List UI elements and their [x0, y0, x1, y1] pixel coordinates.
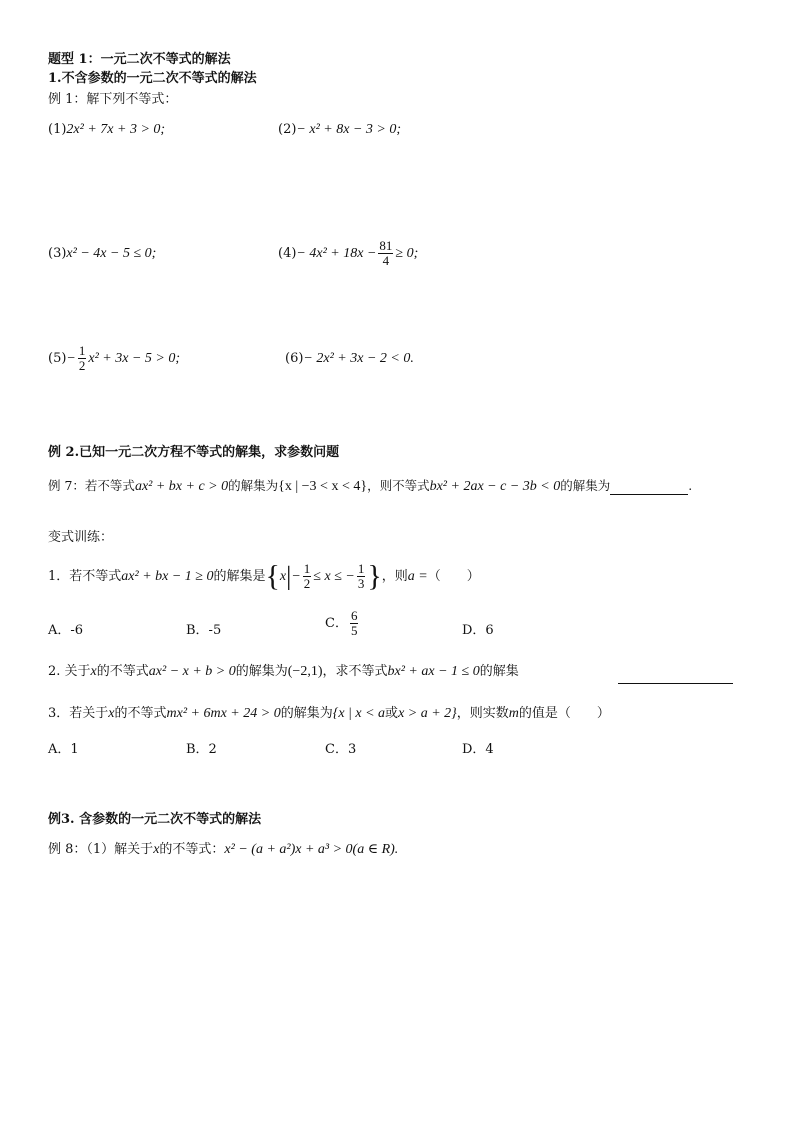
example-1-intro: 例 1：解下列不等式： — [48, 92, 178, 107]
fraction-numerator: 1 — [303, 561, 311, 576]
option-c-label: C． — [325, 616, 348, 631]
problem-4-expression-end: ≥ 0; — [395, 246, 419, 261]
question-1-text-2: ，则 — [381, 569, 408, 584]
heading-example-3: 例3. 含参数的一元二次不等式的解法 — [48, 812, 262, 827]
fraction-1-over-2 — [78, 344, 87, 373]
problem-2-label: (2) — [278, 122, 297, 137]
example-8-expression: x² − (a + a²)x + a³ > 0(a ∈ R). — [224, 842, 399, 857]
question-2-inequality-2: bx² + ax − 1 ≤ 0 — [387, 664, 480, 679]
question-2-text: 的不等式 — [96, 664, 149, 679]
answer-blank[interactable] — [610, 494, 688, 495]
heading-no-parameter: 1.不含参数的一元二次不等式的解法 — [48, 71, 257, 86]
problem-4 — [278, 237, 418, 271]
question-3-inequality: mx² + 6mx + 24 > 0 — [166, 706, 281, 721]
variant-training-title: 变式训练： — [48, 530, 114, 545]
fraction-denominator: 2 — [303, 576, 311, 591]
question-3-option-d[interactable]: D．4 — [462, 742, 494, 757]
question-1-prefix: 1．若不等式 — [48, 569, 122, 584]
minus-sign: − — [291, 569, 301, 584]
problem-1-label: (1) — [48, 122, 67, 137]
fraction-1-over-2 — [303, 562, 312, 591]
right-brace: } — [367, 559, 382, 593]
problem-1 — [48, 122, 165, 138]
question-3-variable: x — [108, 706, 115, 721]
example-8 — [48, 842, 398, 858]
question-1-inequality: ax² + bx − 1 ≥ 0 — [121, 569, 214, 584]
question-2-solution-set: (−2,1) — [287, 664, 323, 679]
question-3-text-3: ，则实数 — [456, 706, 509, 721]
question-2-answer-blank[interactable] — [618, 683, 733, 684]
question-2-text-2: 的解集为 — [235, 664, 288, 679]
example-8-prefix: 例 8：（1）解关于 — [48, 842, 154, 857]
fraction-numerator: 81 — [379, 238, 393, 253]
question-3-option-a[interactable]: A．1 — [48, 742, 79, 757]
question-3-prefix: 3．若关于 — [48, 706, 109, 721]
question-2-inequality: ax² − x + b > 0 — [148, 664, 236, 679]
option-c[interactable] — [325, 607, 360, 641]
example-7 — [48, 478, 692, 495]
question-2-prefix: 2. 关于 — [48, 664, 91, 679]
fraction-6-over-5 — [350, 609, 359, 638]
question-3-set-part-1: {x | x < a — [332, 706, 386, 721]
example-7-prefix: 例 7：若不等式 — [48, 478, 135, 493]
problem-4-label: (4) — [278, 246, 297, 261]
question-3-text-4: 的值是（ ） — [518, 706, 610, 721]
question-3-text: 的不等式 — [114, 706, 167, 721]
question-3-parameter: m — [508, 706, 519, 721]
problem-2-expression: − x² + 8x − 3 > 0; — [296, 122, 401, 137]
problem-6-expression: − 2x² + 3x − 2 < 0. — [303, 351, 414, 366]
question-3-option-b[interactable]: B．2 — [186, 742, 217, 757]
fraction-1-over-3 — [357, 562, 366, 591]
problem-6-label: (6) — [285, 351, 304, 366]
question-3-set-part-2: x > a + 2} — [398, 706, 457, 721]
problem-5-expression: x² + 3x − 5 > 0; — [88, 351, 181, 366]
example-7-text: 的解集为 — [228, 478, 279, 493]
problem-3-expression: x² − 4x − 5 ≤ 0; — [66, 246, 157, 261]
problem-5-label: (5) — [48, 351, 67, 366]
question-2 — [48, 664, 519, 680]
set-variable: x — [279, 569, 287, 584]
fraction-numerator: 1 — [78, 343, 86, 358]
heading-type-1: 题型 1：一元二次不等式的解法 — [48, 52, 231, 67]
question-3-option-c[interactable]: C．3 — [325, 742, 357, 757]
fraction-denominator: 3 — [357, 576, 365, 591]
problem-1-expression: 2x² + 7x + 3 > 0; — [66, 122, 166, 137]
example-7-text-2: ，则不等式 — [367, 478, 430, 493]
question-1-text: 的解集是 — [213, 569, 266, 584]
fraction-81-over-4 — [378, 239, 393, 268]
example-7-inequality-2: bx² + 2ax − c − 3b < 0 — [429, 479, 561, 494]
problem-6 — [285, 351, 414, 367]
problem-3 — [48, 246, 156, 262]
fraction-denominator: 4 — [382, 253, 390, 268]
problem-5-minus: − — [66, 351, 76, 366]
option-b[interactable]: B．-5 — [186, 623, 222, 638]
question-3-text-2: 的解集为 — [280, 706, 333, 721]
answer-parentheses: （ ） — [427, 569, 480, 584]
example-7-inequality: ax² + bx + c > 0 — [134, 479, 229, 494]
fraction-numerator: 6 — [350, 608, 358, 623]
question-1 — [48, 560, 480, 594]
example-8-text: 的不等式： — [159, 842, 225, 857]
problem-3-label: (3) — [48, 246, 67, 261]
example-8-variable: x — [153, 842, 160, 857]
fraction-numerator: 1 — [357, 561, 365, 576]
question-1-variable: a = — [407, 569, 428, 584]
question-2-text-3: ，求不等式 — [322, 664, 388, 679]
problem-4-expression-start: − 4x² + 18x − — [296, 246, 377, 261]
example-7-text-3: 的解集为 — [560, 478, 611, 493]
left-brace: { — [265, 559, 280, 593]
problem-2 — [278, 122, 401, 138]
option-d[interactable]: D．6 — [462, 623, 494, 638]
fraction-denominator: 2 — [78, 358, 86, 373]
question-3-or: 或 — [385, 706, 399, 721]
example-7-period: . — [688, 478, 693, 493]
problem-5 — [48, 342, 180, 376]
question-2-variable: x — [90, 664, 97, 679]
heading-example-2: 例 2.已知一元二次方程不等式的解集，求参数问题 — [48, 445, 340, 460]
fraction-denominator: 5 — [350, 623, 358, 638]
question-3 — [48, 706, 610, 722]
question-2-text-4: 的解集 — [479, 664, 519, 679]
set-condition: ≤ x ≤ − — [313, 569, 355, 584]
example-7-solution-set: {x | −3 < x < 4} — [278, 479, 368, 494]
set-bar: | — [286, 561, 292, 591]
option-a[interactable]: A．-6 — [48, 623, 84, 638]
